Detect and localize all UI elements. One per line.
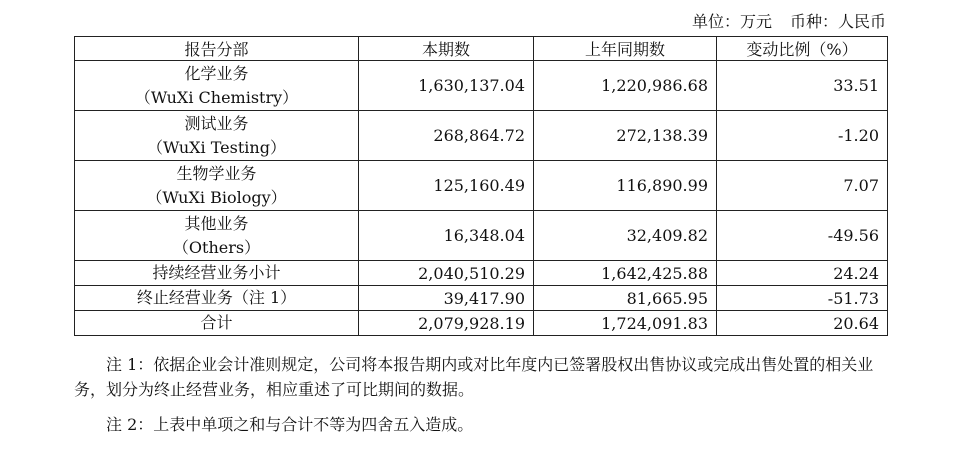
table-row-subtotal [75,261,888,286]
segment-name: 其他业务 [184,213,249,233]
currency-label: 币种：人民币 [789,12,886,31]
table-row [75,211,888,261]
table-row-discontinued [75,286,888,311]
prior-value: 32,409.82 [534,211,717,261]
segment-english-name: （WuXi Chemistry） [134,87,299,107]
current-value: 268,864.72 [359,111,534,161]
segment-cell [75,161,359,211]
prior-value: 1,220,986.68 [534,61,717,111]
header-current: 本期数 [359,37,534,61]
current-value: 2,040,510.29 [359,261,534,286]
table-row [75,111,888,161]
change-value: 33.51 [717,61,888,111]
current-value: 1,630,137.04 [359,61,534,111]
header-change: 变动比例（%） [717,37,888,61]
footnotes [74,352,894,437]
table-row [75,161,888,211]
segment-english-name: （WuXi Biology） [146,187,287,207]
change-value: 20.64 [717,311,888,336]
segment-name: 合计 [75,311,359,336]
current-value: 16,348.04 [359,211,534,261]
change-value: -1.20 [717,111,888,161]
segment-cell [75,211,359,261]
segment-english-name: （Others） [172,237,261,257]
segment-cell [75,111,359,161]
current-value: 39,417.90 [359,286,534,311]
header-segment: 报告分部 [75,37,359,61]
segment-name: 终止经营业务（注 1） [75,286,359,311]
segment-revenue-table [74,36,888,336]
table-header-row [75,37,888,61]
prior-value: 116,890.99 [534,161,717,211]
change-value: -51.73 [717,286,888,311]
footnote-2: 注 2：上表中单项之和与合计不等为四舍五入造成。 [106,415,474,434]
unit-label: 单位：万元 [691,12,772,31]
current-value: 2,079,928.19 [359,311,534,336]
table-row [75,61,888,111]
segment-cell [75,61,359,111]
change-value: -49.56 [717,211,888,261]
segment-english-name: （WuXi Testing） [147,137,286,157]
change-value: 24.24 [717,261,888,286]
segment-name: 持续经营业务小计 [75,261,359,286]
prior-value: 81,665.95 [534,286,717,311]
segment-name: 测试业务 [184,113,249,133]
table-row-total [75,311,888,336]
unit-currency-line [692,9,886,32]
segment-name: 化学业务 [184,63,249,83]
header-prior: 上年同期数 [534,37,717,61]
prior-value: 1,724,091.83 [534,311,717,336]
footnote-1: 注 1：依据企业会计准则规定，公司将本报告期内或对比年度内已签署股权出售协议或完成出售处置的相关业务，划分为终止经营业务，相应重述了可比期间的数据。 [74,355,874,399]
segment-name: 生物学业务 [176,163,257,183]
prior-value: 1,642,425.88 [534,261,717,286]
change-value: 7.07 [717,161,888,211]
current-value: 125,160.49 [359,161,534,211]
prior-value: 272,138.39 [534,111,717,161]
